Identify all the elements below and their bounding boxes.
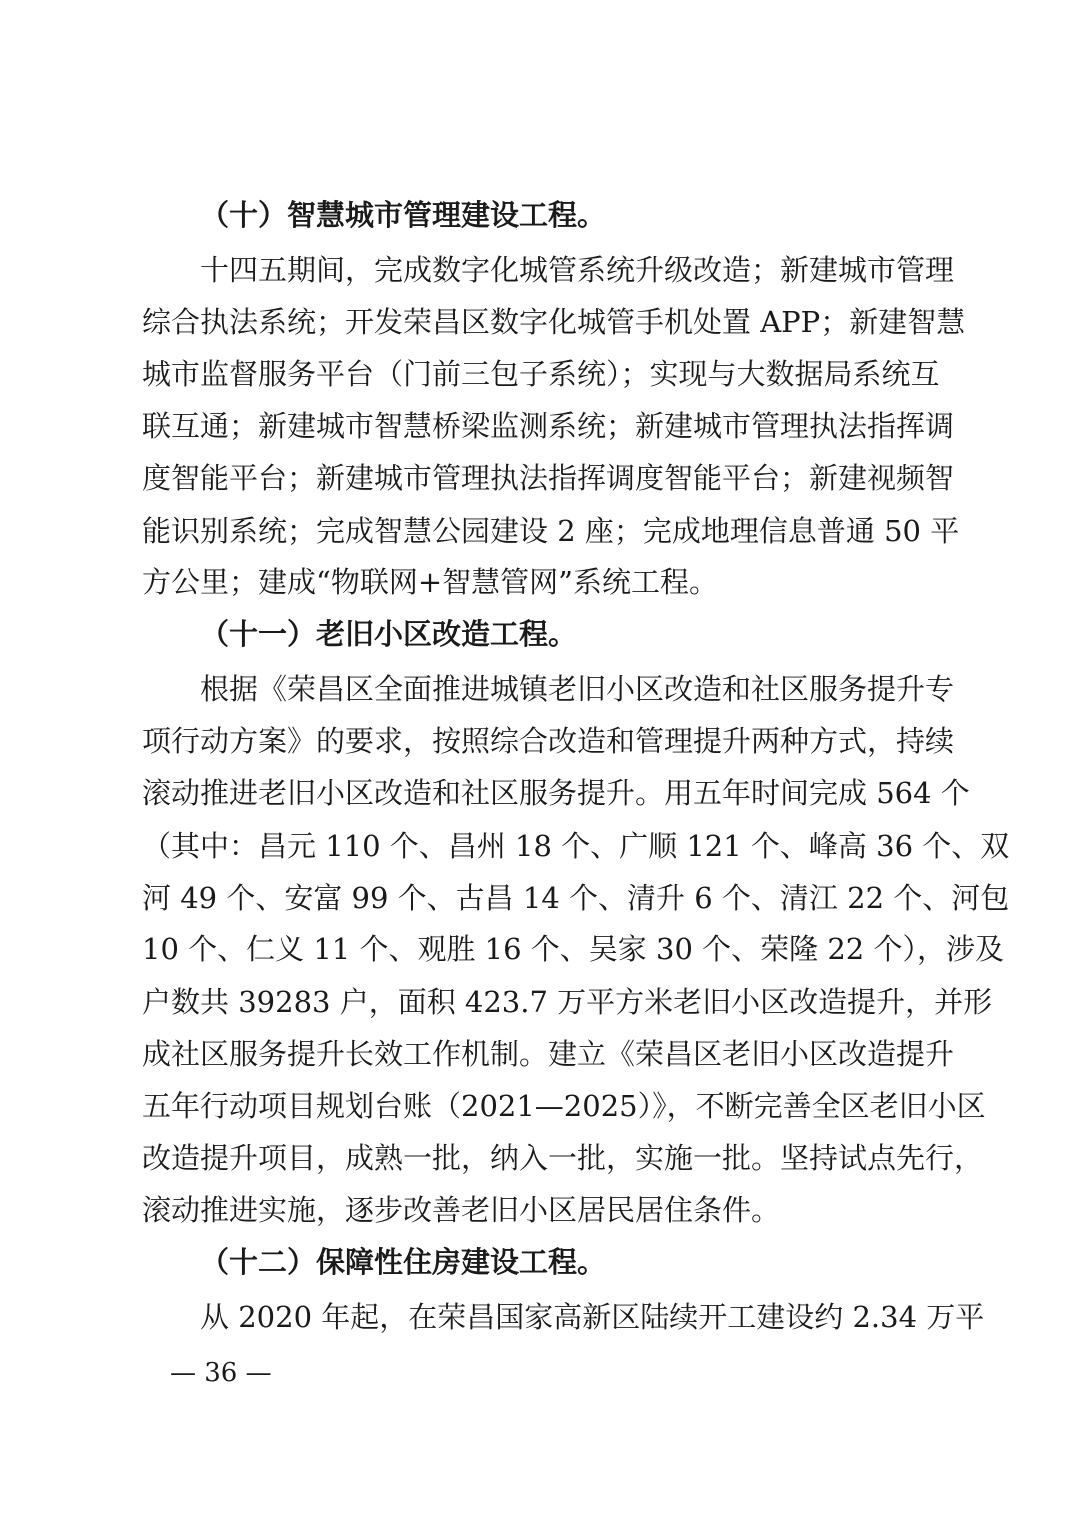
paragraph-line: 户数共 39283 户，面积 423.7 万平方米老旧小区改造提升，并形 bbox=[142, 985, 993, 1019]
paragraph-line: 联互通；新建城市智慧桥梁监测系统；新建城市管理执法指挥调 bbox=[142, 409, 955, 443]
section-heading: （十）智慧城市管理建设工程。 bbox=[200, 198, 607, 232]
paragraph-line: 从 2020 年起，在荣昌国家高新区陆续开工建设约 2.34 万平 bbox=[200, 1300, 985, 1334]
section-heading: （十二）保障性住房建设工程。 bbox=[200, 1245, 607, 1279]
paragraph-line: 能识别系统；完成智慧公园建设 2 座；完成地理信息普通 50 平 bbox=[142, 514, 960, 548]
paragraph-line: 河 49 个、安富 99 个、古昌 14 个、清升 6 个、清江 22 个、河包 bbox=[142, 881, 1010, 915]
paragraph-line: 成社区服务提升长效工作机制。建立《荣昌区老旧小区改造提升 bbox=[142, 1037, 955, 1071]
paragraph-line: 度智能平台；新建城市管理执法指挥调度智能平台；新建视频智 bbox=[142, 461, 955, 495]
paragraph-line: 滚动推进实施，逐步改善老旧小区居民居住条件。 bbox=[142, 1193, 781, 1227]
paragraph-line: 项行动方案》的要求，按照综合改造和管理提升两种方式，持续 bbox=[142, 724, 955, 758]
paragraph-line: 方公里；建成“物联网+智慧管网”系统工程。 bbox=[142, 565, 718, 599]
paragraph-line: 十四五期间，完成数字化城管系统升级改造；新建城市管理 bbox=[200, 253, 955, 287]
paragraph-line: 五年行动项目规划台账（2021—2025）》，不断完善全区老旧小区 bbox=[142, 1089, 986, 1123]
paragraph-line: 综合执法系统；开发荣昌区数字化城管手机处置 APP；新建智慧 bbox=[142, 305, 966, 339]
paragraph-line: 10 个、仁义 11 个、观胜 16 个、吴家 30 个、荣隆 22 个），涉及 bbox=[142, 932, 1004, 966]
page-number: — 36 — bbox=[170, 1358, 272, 1388]
paragraph-line: 滚动推进老旧小区改造和社区服务提升。用五年时间完成 564 个 bbox=[142, 776, 970, 810]
paragraph-line: 根据《荣昌区全面推进城镇老旧小区改造和社区服务提升专 bbox=[200, 672, 955, 706]
paragraph-line: 改造提升项目，成熟一批，纳入一批，实施一批。坚持试点先行， bbox=[142, 1141, 984, 1175]
paragraph-line: （其中：昌元 110 个、昌州 18 个、广顺 121 个、峰高 36 个、双 bbox=[142, 829, 1010, 863]
paragraph-line: 城市监督服务平台（门前三包子系统）；实现与大数据局系统互 bbox=[142, 357, 940, 391]
section-heading: （十一）老旧小区改造工程。 bbox=[200, 617, 578, 651]
